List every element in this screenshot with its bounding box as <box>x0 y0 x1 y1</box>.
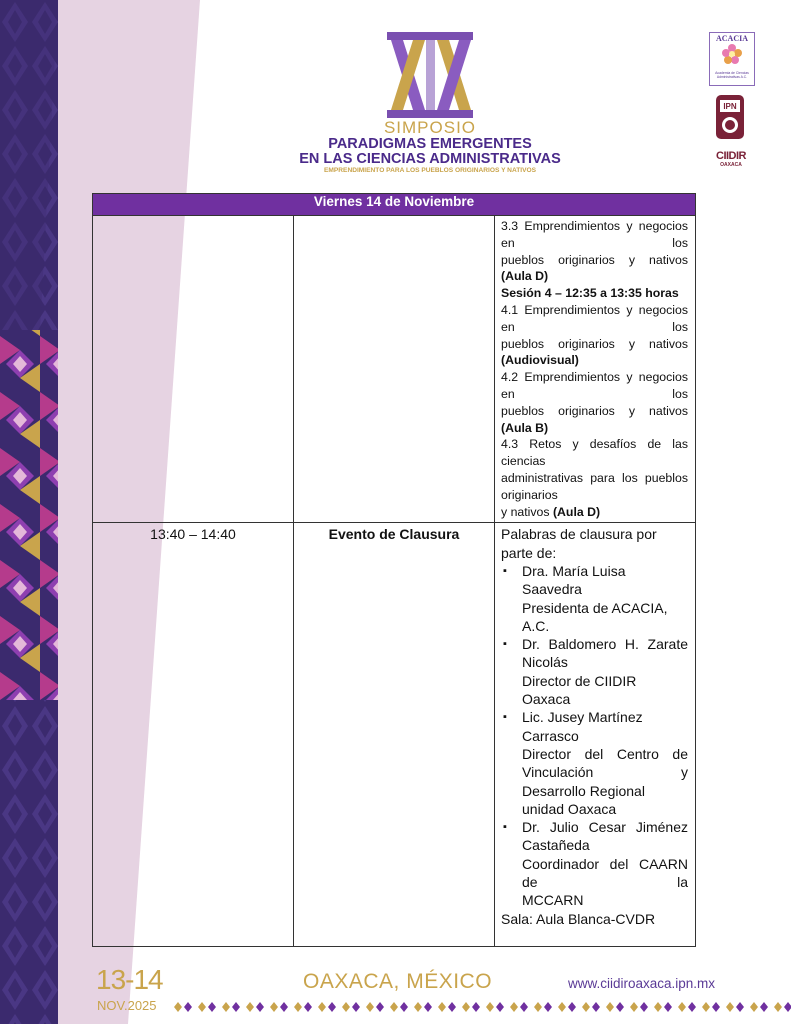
bullet-icon: ▪ <box>503 711 507 724</box>
footer-dates: 13-14 <box>96 964 163 995</box>
table-row <box>93 216 696 523</box>
acacia-name: ACACIA <box>716 34 748 43</box>
room-info: Sala: Aula Blanca-CVDR <box>501 910 656 927</box>
speaker-role: Coordinador del CAARN de la <box>522 855 688 890</box>
room-label: (Audiovisual) <box>501 353 579 368</box>
bullet-icon: ▪ <box>503 638 507 651</box>
session-line <box>501 336 688 370</box>
list-item <box>501 635 688 708</box>
simposio-label: SIMPOSIO <box>383 118 477 137</box>
list-item <box>501 818 688 909</box>
session-line: 3.3 Emprendimientos y negocios en los <box>501 219 688 250</box>
table-row <box>93 523 696 947</box>
ciidir-word: CIIDIR <box>716 150 746 162</box>
speaker-role: Presidenta de ACACIA, A.C. <box>522 599 668 634</box>
session-heading: Sesión 4 – 12:35 a 13:35 horas <box>501 286 679 301</box>
session-text: y nativos <box>501 504 553 519</box>
day-header: Viernes 14 de Noviembre <box>93 194 696 216</box>
speaker-list <box>501 562 688 910</box>
speaker-role: MCCARN <box>522 892 584 909</box>
session-line <box>501 252 688 286</box>
room-label: (Aula D) <box>501 269 549 284</box>
speaker-role: Desarrollo Regional unidad Oaxaca <box>522 782 645 817</box>
speaker-role: Director del Centro de Vinculación y <box>522 745 688 781</box>
time-cell: 13:40 – 14:40 <box>93 523 294 947</box>
list-item <box>501 562 688 635</box>
session-line: administrativas para los pueblos originarios <box>501 470 688 502</box>
bullet-icon: ▪ <box>503 564 507 577</box>
speaker-role: Director de CIIDIR Oaxaca <box>522 672 637 708</box>
ciidir-logo <box>710 150 752 172</box>
svg-text:IPN: IPN <box>723 102 737 111</box>
speaker-name: Dra. María Luisa Saavedra <box>522 562 626 598</box>
event-cell-empty <box>294 216 495 523</box>
flower-icon <box>722 44 742 64</box>
session-details-cell <box>495 216 696 523</box>
table-header-row <box>93 194 696 216</box>
session-text: pueblos originarios y nativos <box>501 252 688 267</box>
session-line: 4.3 Retos y desafíos de las ciencias <box>501 437 688 469</box>
symposium-logo <box>290 30 570 180</box>
session-text: pueblos originarios y nativos <box>501 336 688 351</box>
footer-url[interactable]: www.ciidiroaxaca.ipn.mx <box>568 976 716 991</box>
acacia-logo <box>709 32 755 86</box>
speaker-name: Dr. Baldomero H. Zarate Nicolás <box>522 636 688 671</box>
footer-place: OAXACA, MÉXICO <box>303 970 493 993</box>
roman-numeral-logo <box>385 30 475 118</box>
bullet-icon: ▪ <box>503 821 507 834</box>
session-line: 4.1 Emprendimientos y negocios en los <box>501 302 688 334</box>
title-line-1: PARADIGMAS EMERGENTES <box>328 136 532 152</box>
session-text: pueblos originarios y nativos <box>501 403 688 418</box>
closing-intro: Palabras de clausura por parte de: <box>501 526 657 561</box>
speaker-name: Dr. Julio Cesar Jiménez Castañeda <box>522 819 688 854</box>
speaker-name: Lic. Jusey Martínez Carrasco <box>522 709 643 744</box>
title-line-2: EN LAS CIENCIAS ADMINISTRATIVAS <box>299 151 561 167</box>
room-label: (Aula D) <box>552 504 601 519</box>
subtitle: EMPRENDIMIENTO PARA LOS PUEBLOS ORIGINARIOS Y NATIVOS <box>324 167 536 174</box>
time-cell-empty <box>93 216 294 523</box>
decorative-footer-band <box>170 1000 791 1014</box>
closing-details-cell <box>495 523 696 947</box>
acacia-small-text: Academia de Ciencias Administrativas A.C. <box>715 71 749 79</box>
session-line: 4.2 Emprendimientos y negocios en los <box>501 370 688 401</box>
ipn-logo <box>713 93 747 141</box>
ciidir-sub: OAXACA <box>720 162 742 168</box>
event-cell: Evento de Clausura <box>294 523 495 947</box>
footer-month: NOV.2025 <box>97 998 157 1013</box>
session-line <box>501 504 688 521</box>
session-line <box>501 403 688 437</box>
list-item <box>501 708 688 818</box>
room-label: (Aula B) <box>501 420 549 435</box>
schedule-table <box>92 193 696 947</box>
